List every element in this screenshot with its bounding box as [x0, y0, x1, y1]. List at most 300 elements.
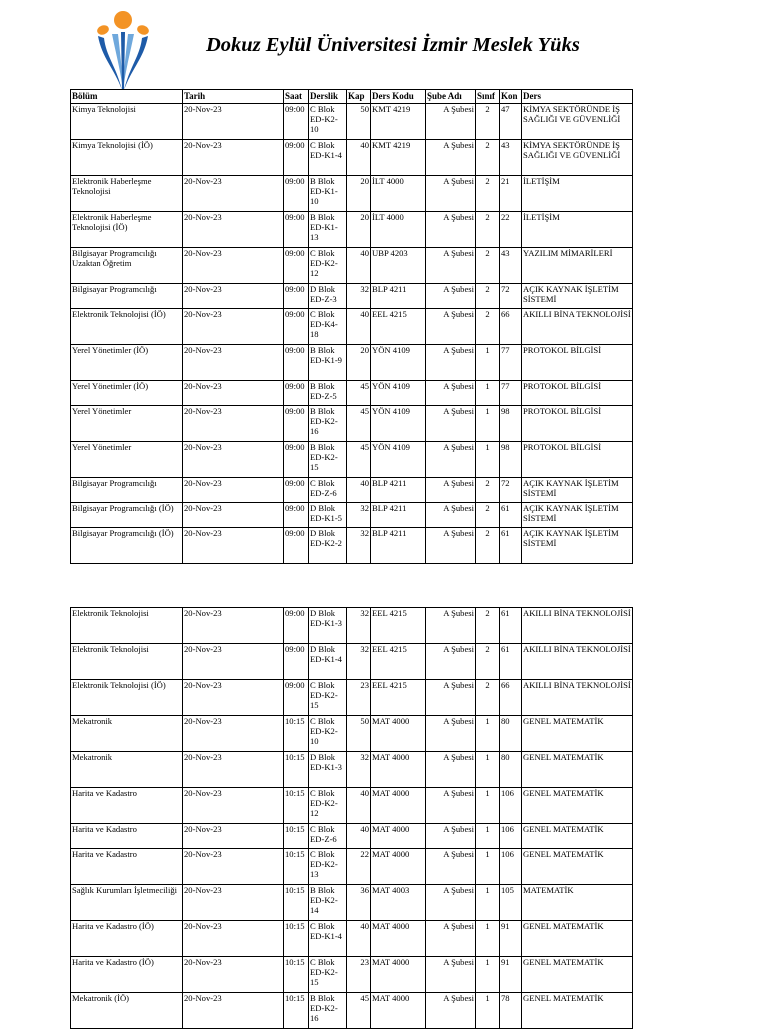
cell-saat: 10:15 — [284, 752, 309, 788]
cell-sinif: 1 — [476, 824, 500, 849]
cell-sube-adi: A Şubesi — [426, 680, 476, 716]
cell-derslik: B Blok ED-K1-13 — [309, 212, 347, 248]
cell-sinif: 1 — [476, 993, 500, 1029]
cell-kon: 98 — [500, 442, 522, 478]
table-row — [71, 993, 633, 1029]
cell-derslik: B Blok ED-K2-14 — [309, 885, 347, 921]
cell-tarih: 20-Nov-23 — [183, 212, 284, 248]
cell-ders-kodu: İLT 4000 — [371, 212, 426, 248]
cell-derslik: C Blok ED-Z-6 — [309, 478, 347, 503]
table-row — [71, 716, 633, 752]
cell-saat: 09:00 — [284, 345, 309, 381]
cell-sube-adi: A Şubesi — [426, 644, 476, 680]
cell-saat: 09:00 — [284, 381, 309, 406]
cell-ders: MATEMATİK — [522, 885, 633, 921]
cell-kap: 40 — [347, 824, 371, 849]
cell-bolum: Kimya Teknolojisi (İÖ) — [71, 140, 183, 176]
cell-kap: 20 — [347, 345, 371, 381]
cell-derslik: C Blok ED-K2-10 — [309, 716, 347, 752]
cell-sube-adi: A Şubesi — [426, 176, 476, 212]
cell-kon: 66 — [500, 309, 522, 345]
cell-sube-adi: A Şubesi — [426, 406, 476, 442]
cell-kap: 32 — [347, 528, 371, 564]
cell-sinif: 2 — [476, 212, 500, 248]
cell-bolum: Harita ve Kadastro — [71, 788, 183, 824]
cell-kap: 20 — [347, 176, 371, 212]
cell-tarih: 20-Nov-23 — [183, 752, 284, 788]
cell-ders-kodu: BLP 4211 — [371, 528, 426, 564]
cell-kap: 23 — [347, 680, 371, 716]
cell-ders-kodu: MAT 4003 — [371, 885, 426, 921]
cell-derslik: C Blok ED-Z-6 — [309, 824, 347, 849]
cell-derslik: B Blok ED-K1-10 — [309, 176, 347, 212]
cell-saat: 09:00 — [284, 212, 309, 248]
cell-kon: 80 — [500, 752, 522, 788]
cell-saat: 10:15 — [284, 716, 309, 752]
cell-sube-adi: A Şubesi — [426, 503, 476, 528]
col-header-kon: Kon — [500, 90, 522, 104]
cell-bolum: Harita ve Kadastro (İÖ) — [71, 921, 183, 957]
cell-sinif: 2 — [476, 528, 500, 564]
cell-ders: GENEL MATEMATİK — [522, 752, 633, 788]
cell-ders-kodu: UBP 4203 — [371, 248, 426, 284]
table-row — [71, 608, 633, 644]
cell-ders: AKILLI BİNA TEKNOLOJİSİ — [522, 680, 633, 716]
cell-kap: 40 — [347, 248, 371, 284]
cell-tarih: 20-Nov-23 — [183, 284, 284, 309]
cell-bolum: Elektronik Haberleşme Teknolojisi (İÖ) — [71, 212, 183, 248]
col-header-sube-adi: Şube Adı — [426, 90, 476, 104]
cell-sinif: 2 — [476, 248, 500, 284]
cell-sinif: 2 — [476, 478, 500, 503]
cell-kon: 78 — [500, 993, 522, 1029]
cell-derslik: C Blok ED-K2-10 — [309, 104, 347, 140]
cell-kon: 91 — [500, 921, 522, 957]
cell-derslik: C Blok ED-K1-4 — [309, 140, 347, 176]
cell-kap: 32 — [347, 503, 371, 528]
cell-sube-adi: A Şubesi — [426, 788, 476, 824]
cell-ders: AÇIK KAYNAK İŞLETİM SİSTEMİ — [522, 284, 633, 309]
cell-ders-kodu: YÖN 4109 — [371, 381, 426, 406]
cell-ders-kodu: YÖN 4109 — [371, 442, 426, 478]
col-header-derslik: Derslik — [309, 90, 347, 104]
cell-sinif: 1 — [476, 752, 500, 788]
cell-sinif: 2 — [476, 680, 500, 716]
cell-bolum: Bilgisayar Programcılığı — [71, 284, 183, 309]
table-row — [71, 680, 633, 716]
cell-bolum: Bilgisayar Programcılığı Uzaktan Öğretim — [71, 248, 183, 284]
cell-kap: 40 — [347, 921, 371, 957]
cell-ders-kodu: YÖN 4109 — [371, 406, 426, 442]
cell-ders: PROTOKOL BİLGİSİ — [522, 406, 633, 442]
table-row — [71, 381, 633, 406]
cell-ders: İLETİŞİM — [522, 176, 633, 212]
cell-kon: 43 — [500, 248, 522, 284]
cell-ders-kodu: EEL 4215 — [371, 644, 426, 680]
cell-kon: 98 — [500, 406, 522, 442]
cell-sube-adi: A Şubesi — [426, 284, 476, 309]
cell-sinif: 1 — [476, 406, 500, 442]
cell-tarih: 20-Nov-23 — [183, 608, 284, 644]
cell-sube-adi: A Şubesi — [426, 140, 476, 176]
table-row — [71, 248, 633, 284]
cell-sube-adi: A Şubesi — [426, 752, 476, 788]
table-row — [71, 503, 633, 528]
cell-kon: 72 — [500, 478, 522, 503]
cell-bolum: Kimya Teknolojisi — [71, 104, 183, 140]
cell-kon: 61 — [500, 644, 522, 680]
cell-ders: GENEL MATEMATİK — [522, 993, 633, 1029]
cell-tarih: 20-Nov-23 — [183, 345, 284, 381]
cell-bolum: Yerel Yönetimler — [71, 406, 183, 442]
table-body — [71, 608, 633, 1029]
cell-sinif: 1 — [476, 788, 500, 824]
cell-derslik: B Blok ED-K2-15 — [309, 442, 347, 478]
cell-saat: 09:00 — [284, 644, 309, 680]
table-row — [71, 442, 633, 478]
cell-ders-kodu: BLP 4211 — [371, 503, 426, 528]
cell-bolum: Mekatronik — [71, 752, 183, 788]
cell-tarih: 20-Nov-23 — [183, 309, 284, 345]
cell-kap: 32 — [347, 608, 371, 644]
cell-kon: 77 — [500, 345, 522, 381]
cell-tarih: 20-Nov-23 — [183, 406, 284, 442]
cell-kon: 61 — [500, 608, 522, 644]
cell-bolum: Yerel Yönetimler (İÖ) — [71, 345, 183, 381]
cell-derslik: B Blok ED-K1-9 — [309, 345, 347, 381]
cell-kon: 72 — [500, 284, 522, 309]
cell-sube-adi: A Şubesi — [426, 248, 476, 284]
cell-derslik: D Blok ED-K1-5 — [309, 503, 347, 528]
cell-kap: 40 — [347, 140, 371, 176]
col-header-tarih: Tarih — [183, 90, 284, 104]
cell-tarih: 20-Nov-23 — [183, 788, 284, 824]
table-row — [71, 528, 633, 564]
cell-ders: GENEL MATEMATİK — [522, 788, 633, 824]
table-row — [71, 957, 633, 993]
cell-derslik: C Blok ED-K4-18 — [309, 309, 347, 345]
cell-kon: 61 — [500, 528, 522, 564]
cell-saat: 10:15 — [284, 957, 309, 993]
cell-saat: 09:00 — [284, 309, 309, 345]
cell-saat: 09:00 — [284, 104, 309, 140]
cell-sinif: 1 — [476, 345, 500, 381]
cell-derslik: C Blok ED-K2-15 — [309, 957, 347, 993]
cell-ders: KİMYA SEKTÖRÜNDE İŞ SAĞLIĞI VE GÜVENLİĞİ — [522, 104, 633, 140]
table-header-row — [71, 90, 633, 104]
table-row — [71, 345, 633, 381]
table-body — [71, 104, 633, 564]
cell-bolum: Elektronik Teknolojisi — [71, 608, 183, 644]
cell-kap: 50 — [347, 104, 371, 140]
cell-tarih: 20-Nov-23 — [183, 716, 284, 752]
cell-sinif: 1 — [476, 381, 500, 406]
cell-ders-kodu: MAT 4000 — [371, 957, 426, 993]
cell-ders-kodu: MAT 4000 — [371, 824, 426, 849]
table-row — [71, 849, 633, 885]
cell-sinif: 2 — [476, 140, 500, 176]
table-row — [71, 921, 633, 957]
cell-bolum: Mekatronik (İÖ) — [71, 993, 183, 1029]
cell-ders-kodu: İLT 4000 — [371, 176, 426, 212]
cell-sinif: 1 — [476, 716, 500, 752]
cell-sinif: 2 — [476, 284, 500, 309]
cell-saat: 09:00 — [284, 478, 309, 503]
cell-ders-kodu: BLP 4211 — [371, 478, 426, 503]
cell-sube-adi: A Şubesi — [426, 381, 476, 406]
cell-sube-adi: A Şubesi — [426, 849, 476, 885]
table-row — [71, 824, 633, 849]
table-row — [71, 140, 633, 176]
cell-sube-adi: A Şubesi — [426, 921, 476, 957]
cell-sinif: 2 — [476, 104, 500, 140]
cell-derslik: B Blok ED-K2-16 — [309, 406, 347, 442]
cell-bolum: Yerel Yönetimler — [71, 442, 183, 478]
cell-sinif: 1 — [476, 885, 500, 921]
table-row — [71, 104, 633, 140]
cell-derslik: C Blok ED-K2-12 — [309, 248, 347, 284]
cell-ders: GENEL MATEMATİK — [522, 716, 633, 752]
cell-kon: 77 — [500, 381, 522, 406]
cell-kap: 45 — [347, 442, 371, 478]
cell-tarih: 20-Nov-23 — [183, 885, 284, 921]
table-row — [71, 752, 633, 788]
cell-ders: GENEL MATEMATİK — [522, 824, 633, 849]
cell-derslik: C Blok ED-K1-4 — [309, 921, 347, 957]
cell-sube-adi: A Şubesi — [426, 309, 476, 345]
cell-kon: 47 — [500, 104, 522, 140]
cell-kon: 106 — [500, 788, 522, 824]
cell-tarih: 20-Nov-23 — [183, 478, 284, 503]
cell-ders-kodu: KMT 4219 — [371, 140, 426, 176]
exam-schedule-table-continued — [70, 607, 633, 1029]
cell-ders: KİMYA SEKTÖRÜNDE İŞ SAĞLIĞI VE GÜVENLİĞİ — [522, 140, 633, 176]
cell-ders: PROTOKOL BİLGİSİ — [522, 345, 633, 381]
cell-tarih: 20-Nov-23 — [183, 176, 284, 212]
table-row — [71, 788, 633, 824]
cell-kap: 32 — [347, 752, 371, 788]
cell-ders-kodu: MAT 4000 — [371, 849, 426, 885]
cell-kap: 40 — [347, 788, 371, 824]
cell-kap: 45 — [347, 406, 371, 442]
cell-ders: AÇIK KAYNAK İŞLETİM SİSTEMİ — [522, 528, 633, 564]
cell-kon: 106 — [500, 824, 522, 849]
col-header-saat: Saat — [284, 90, 309, 104]
table-row — [71, 176, 633, 212]
table-row — [71, 212, 633, 248]
cell-bolum: Elektronik Teknolojisi (İÖ) — [71, 680, 183, 716]
cell-tarih: 20-Nov-23 — [183, 993, 284, 1029]
cell-sinif: 1 — [476, 442, 500, 478]
cell-sinif: 2 — [476, 608, 500, 644]
cell-kap: 45 — [347, 993, 371, 1029]
cell-derslik: B Blok ED-Z-5 — [309, 381, 347, 406]
col-header-bolum: Bölüm — [71, 90, 183, 104]
cell-bolum: Yerel Yönetimler (İÖ) — [71, 381, 183, 406]
cell-bolum: Mekatronik — [71, 716, 183, 752]
cell-sube-adi: A Şubesi — [426, 104, 476, 140]
cell-bolum: Harita ve Kadastro — [71, 824, 183, 849]
cell-derslik: D Blok ED-K2-2 — [309, 528, 347, 564]
cell-kap: 22 — [347, 849, 371, 885]
cell-saat: 10:15 — [284, 921, 309, 957]
cell-derslik: D Blok ED-K1-4 — [309, 644, 347, 680]
cell-sube-adi: A Şubesi — [426, 608, 476, 644]
col-header-ders: Ders — [522, 90, 633, 104]
cell-bolum: Elektronik Teknolojisi — [71, 644, 183, 680]
cell-sinif: 1 — [476, 921, 500, 957]
cell-ders: AKILLI BİNA TEKNOLOJİSİ — [522, 309, 633, 345]
cell-ders-kodu: MAT 4000 — [371, 716, 426, 752]
table-row — [71, 885, 633, 921]
university-logo-icon — [92, 10, 154, 92]
cell-tarih: 20-Nov-23 — [183, 104, 284, 140]
cell-kap: 23 — [347, 957, 371, 993]
cell-kon: 80 — [500, 716, 522, 752]
cell-sinif: 2 — [476, 176, 500, 212]
cell-ders-kodu: EEL 4215 — [371, 608, 426, 644]
cell-saat: 09:00 — [284, 528, 309, 564]
cell-bolum: Harita ve Kadastro (İÖ) — [71, 957, 183, 993]
cell-tarih: 20-Nov-23 — [183, 824, 284, 849]
cell-sube-adi: A Şubesi — [426, 824, 476, 849]
cell-saat: 10:15 — [284, 885, 309, 921]
cell-sube-adi: A Şubesi — [426, 478, 476, 503]
cell-saat: 09:00 — [284, 406, 309, 442]
cell-bolum: Harita ve Kadastro — [71, 849, 183, 885]
cell-ders-kodu: MAT 4000 — [371, 993, 426, 1029]
cell-bolum: Sağlık Kurumları İşletmeciliği — [71, 885, 183, 921]
cell-derslik: B Blok ED-K2-16 — [309, 993, 347, 1029]
cell-saat: 09:00 — [284, 680, 309, 716]
cell-sube-adi: A Şubesi — [426, 885, 476, 921]
cell-kon: 91 — [500, 957, 522, 993]
cell-saat: 09:00 — [284, 284, 309, 309]
cell-kon: 43 — [500, 140, 522, 176]
cell-sube-adi: A Şubesi — [426, 716, 476, 752]
cell-tarih: 20-Nov-23 — [183, 528, 284, 564]
cell-ders-kodu: KMT 4219 — [371, 104, 426, 140]
cell-sube-adi: A Şubesi — [426, 442, 476, 478]
cell-tarih: 20-Nov-23 — [183, 680, 284, 716]
col-header-kap: Kap — [347, 90, 371, 104]
cell-tarih: 20-Nov-23 — [183, 503, 284, 528]
cell-saat: 10:15 — [284, 788, 309, 824]
cell-kon: 66 — [500, 680, 522, 716]
cell-tarih: 20-Nov-23 — [183, 140, 284, 176]
cell-ders: İLETİŞİM — [522, 212, 633, 248]
cell-sinif: 2 — [476, 644, 500, 680]
cell-derslik: D Blok ED-K1-3 — [309, 752, 347, 788]
cell-kap: 32 — [347, 284, 371, 309]
cell-kap: 32 — [347, 644, 371, 680]
exam-schedule-table — [70, 89, 633, 564]
cell-kap: 20 — [347, 212, 371, 248]
cell-derslik: C Blok ED-K2-13 — [309, 849, 347, 885]
cell-bolum: Bilgisayar Programcılığı (İÖ) — [71, 503, 183, 528]
cell-tarih: 20-Nov-23 — [183, 921, 284, 957]
cell-kon: 22 — [500, 212, 522, 248]
cell-kon: 106 — [500, 849, 522, 885]
cell-bolum: Bilgisayar Programcılığı (İÖ) — [71, 528, 183, 564]
cell-saat: 09:00 — [284, 608, 309, 644]
cell-sinif: 1 — [476, 957, 500, 993]
cell-kon: 105 — [500, 885, 522, 921]
col-header-ders-kodu: Ders Kodu — [371, 90, 426, 104]
cell-tarih: 20-Nov-23 — [183, 381, 284, 406]
cell-ders: YAZILIM MİMARİLERİ — [522, 248, 633, 284]
table-row — [71, 284, 633, 309]
col-header-sinif: Sınıf — [476, 90, 500, 104]
cell-sinif: 2 — [476, 309, 500, 345]
cell-saat: 09:00 — [284, 176, 309, 212]
cell-ders: GENEL MATEMATİK — [522, 849, 633, 885]
cell-ders: AKILLI BİNA TEKNOLOJİSİ — [522, 608, 633, 644]
cell-kap: 40 — [347, 309, 371, 345]
cell-ders: AÇIK KAYNAK İŞLETİM SİSTEMİ — [522, 478, 633, 503]
table-row — [71, 406, 633, 442]
cell-ders-kodu: BLP 4211 — [371, 284, 426, 309]
cell-saat: 09:00 — [284, 442, 309, 478]
cell-kon: 21 — [500, 176, 522, 212]
cell-tarih: 20-Nov-23 — [183, 849, 284, 885]
cell-bolum: Elektronik Teknolojisi (İÖ) — [71, 309, 183, 345]
cell-derslik: D Blok ED-K1-3 — [309, 608, 347, 644]
cell-ders-kodu: YÖN 4109 — [371, 345, 426, 381]
cell-saat: 09:00 — [284, 503, 309, 528]
cell-ders-kodu: MAT 4000 — [371, 752, 426, 788]
cell-ders: GENEL MATEMATİK — [522, 921, 633, 957]
cell-derslik: D Blok ED-Z-3 — [309, 284, 347, 309]
cell-bolum: Bilgisayar Programcılığı — [71, 478, 183, 503]
cell-ders: PROTOKOL BİLGİSİ — [522, 381, 633, 406]
table-row — [71, 644, 633, 680]
cell-kap: 45 — [347, 381, 371, 406]
cell-tarih: 20-Nov-23 — [183, 442, 284, 478]
cell-ders-kodu: EEL 4215 — [371, 309, 426, 345]
cell-ders: AKILLI BİNA TEKNOLOJİSİ — [522, 644, 633, 680]
cell-ders-kodu: MAT 4000 — [371, 788, 426, 824]
cell-sinif: 1 — [476, 849, 500, 885]
cell-kap: 36 — [347, 885, 371, 921]
cell-sube-adi: A Şubesi — [426, 993, 476, 1029]
cell-saat: 09:00 — [284, 248, 309, 284]
table-row — [71, 478, 633, 503]
cell-saat: 10:15 — [284, 849, 309, 885]
cell-kon: 61 — [500, 503, 522, 528]
cell-saat: 10:15 — [284, 824, 309, 849]
cell-sube-adi: A Şubesi — [426, 957, 476, 993]
cell-tarih: 20-Nov-23 — [183, 957, 284, 993]
cell-ders-kodu: MAT 4000 — [371, 921, 426, 957]
cell-sube-adi: A Şubesi — [426, 345, 476, 381]
cell-tarih: 20-Nov-23 — [183, 248, 284, 284]
cell-derslik: C Blok ED-K2-12 — [309, 788, 347, 824]
cell-kap: 40 — [347, 478, 371, 503]
cell-kap: 50 — [347, 716, 371, 752]
cell-ders: PROTOKOL BİLGİSİ — [522, 442, 633, 478]
cell-bolum: Elektronik Haberleşme Teknolojisi — [71, 176, 183, 212]
cell-sinif: 2 — [476, 503, 500, 528]
cell-sube-adi: A Şubesi — [426, 528, 476, 564]
page-title: Dokuz Eylül Üniversitesi İzmir Meslek Yüks — [206, 34, 580, 56]
cell-ders-kodu: EEL 4215 — [371, 680, 426, 716]
table-row — [71, 309, 633, 345]
cell-derslik: C Blok ED-K2-15 — [309, 680, 347, 716]
cell-saat: 10:15 — [284, 993, 309, 1029]
cell-tarih: 20-Nov-23 — [183, 644, 284, 680]
cell-saat: 09:00 — [284, 140, 309, 176]
